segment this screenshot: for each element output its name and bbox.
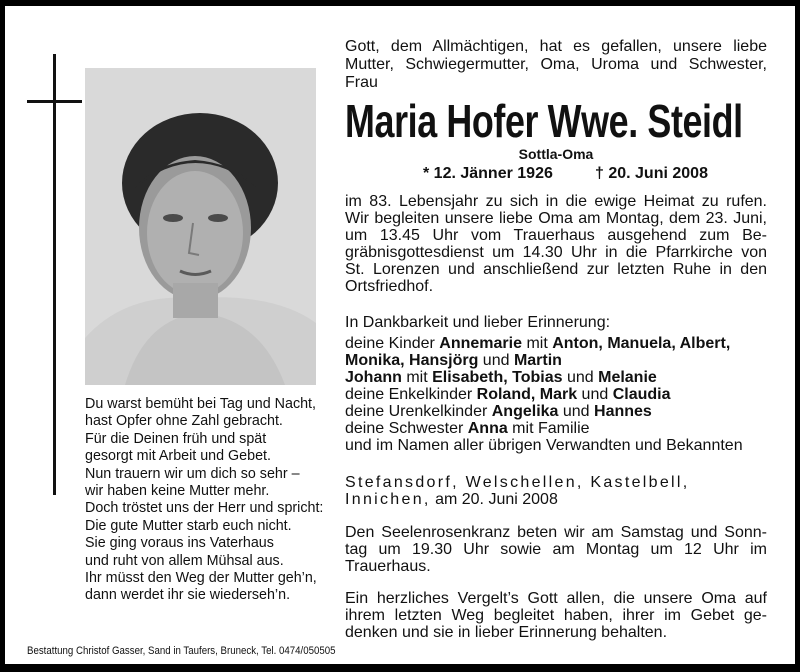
mourners-line <box>345 386 767 403</box>
intro-line: Frau <box>345 74 378 91</box>
nickname: Sottla-Oma <box>518 146 594 162</box>
name: Martin <box>513 352 562 369</box>
text: und <box>577 386 613 403</box>
poem-line: Doch tröstet uns der Herr und spricht: <box>85 500 324 516</box>
text: und <box>558 403 595 420</box>
intro-line: Gott, dem Allmächtigen, hat es gefallen, unsere liebe <box>345 38 767 55</box>
mourners-line <box>345 369 767 386</box>
name: Anna <box>467 420 508 437</box>
poem-line: Für die Deinen früh und spät <box>85 431 267 447</box>
date: am 20. Juni 2008 <box>430 491 558 508</box>
text: und <box>562 369 599 386</box>
announcement-line: Ortsfriedhof. <box>345 278 434 295</box>
place: Innichen, <box>345 491 431 508</box>
portrait-photo <box>85 68 316 385</box>
text: deine Enkelkinder <box>345 386 477 403</box>
mourners-line <box>345 420 767 437</box>
announcement-line: gräbnisgottesdienst um 14.30 Uhr in die Pfarrkirche von <box>345 244 767 261</box>
poem-line: Die gute Mutter starb euch nicht. <box>85 518 292 534</box>
poem-line: wir haben keine Mutter mehr. <box>85 483 270 499</box>
funeral-home-footer: Bestattung Christof Gasser, Sand in Taufers, Bruneck, Tel. 0474/050505 <box>27 645 336 657</box>
text: mit <box>401 369 433 386</box>
poem-line: Sie ging voraus ins Vaterhaus <box>85 535 274 551</box>
mourners-line <box>345 352 767 369</box>
text: mit <box>522 335 553 352</box>
name: Roland, Mark <box>476 386 578 403</box>
rosary-line: Trauerhaus. <box>345 558 431 575</box>
places-line: Stefansdorf, Welschellen, Kastelbell, <box>345 474 690 491</box>
intro-line: Mutter, Schwiegermutter, Oma, Uroma und Schwester, <box>345 56 767 73</box>
announcement-line: um 13.45 Uhr vom Trauerhaus ausgehend zum Be- <box>345 227 767 244</box>
announcement-line: St. Lorenzen und anschließend zur letzten Ruhe in den <box>345 261 767 278</box>
mourners-line: und im Namen aller übrigen Verwandten und Bekannten <box>345 437 743 454</box>
name: Melanie <box>598 369 657 386</box>
name: Monika, Hansjörg <box>345 352 479 369</box>
text: mit Familie <box>507 420 590 437</box>
name: Elisabeth, Tobias <box>432 369 563 386</box>
thanks-line: denken und sie in lieber Erinnerung behalten. <box>345 624 668 641</box>
announcement-line: Wir begleiten unsere liebe Oma am Montag, dem 23. Juni, <box>345 210 767 227</box>
poem-line: gesorgt mit Arbeit und Gebet. <box>85 448 271 464</box>
poem-line: hast Opfer ohne Zahl gebracht. <box>85 413 283 429</box>
name: Claudia <box>612 386 671 403</box>
rosary-line: tag um 19.30 Uhr sowie am Montag um 12 Uhr im <box>345 541 767 558</box>
poem-line: Ihr müsst den Weg der Mutter geh’n, <box>85 570 317 586</box>
announcement-line: im 83. Lebensjahr zu sich in die ewige Heimat zu rufen. <box>345 193 767 210</box>
cross-icon <box>53 54 56 495</box>
text: deine Kinder <box>345 335 440 352</box>
name: Annemarie <box>439 335 522 352</box>
deceased-name: Maria Hofer Wwe. Steidl <box>345 95 743 147</box>
name: Anton, Manuela, Albert, <box>552 335 731 352</box>
mourners-intro: In Dankbarkeit und lieber Erinnerung: <box>345 314 611 331</box>
rosary-line: Den Seelenrosenkranz beten wir am Samstag und Sonn- <box>345 524 767 541</box>
mourners-line <box>345 335 767 352</box>
text: deine Urenkelkinder <box>345 403 492 420</box>
thanks-line: Ein herzliches Vergelt’s Gott allen, die unsere Oma auf <box>345 590 767 607</box>
mourners-line <box>345 403 767 420</box>
name: Johann <box>345 369 402 386</box>
places-line <box>345 491 767 508</box>
name: Angelika <box>491 403 559 420</box>
death-date: † 20. Juni 2008 <box>595 165 708 182</box>
thanks-line: ihrem letzten Weg begleitet haben, ihrer im Gebet ge- <box>345 607 767 624</box>
poem-line: Nun trauern wir um dich so sehr – <box>85 466 300 482</box>
cross-bar <box>27 100 82 103</box>
poem-line: dann werdet ihr sie wiederseh’n. <box>85 587 291 603</box>
text: deine Schwester <box>345 420 468 437</box>
text: und <box>478 352 514 369</box>
poem-line: Du warst bemüht bei Tag und Nacht, <box>85 396 316 412</box>
name: Hannes <box>594 403 652 420</box>
poem-line: und ruht von allem Mühsal aus. <box>85 553 284 569</box>
birth-date: * 12. Jänner 1926 <box>423 165 553 182</box>
